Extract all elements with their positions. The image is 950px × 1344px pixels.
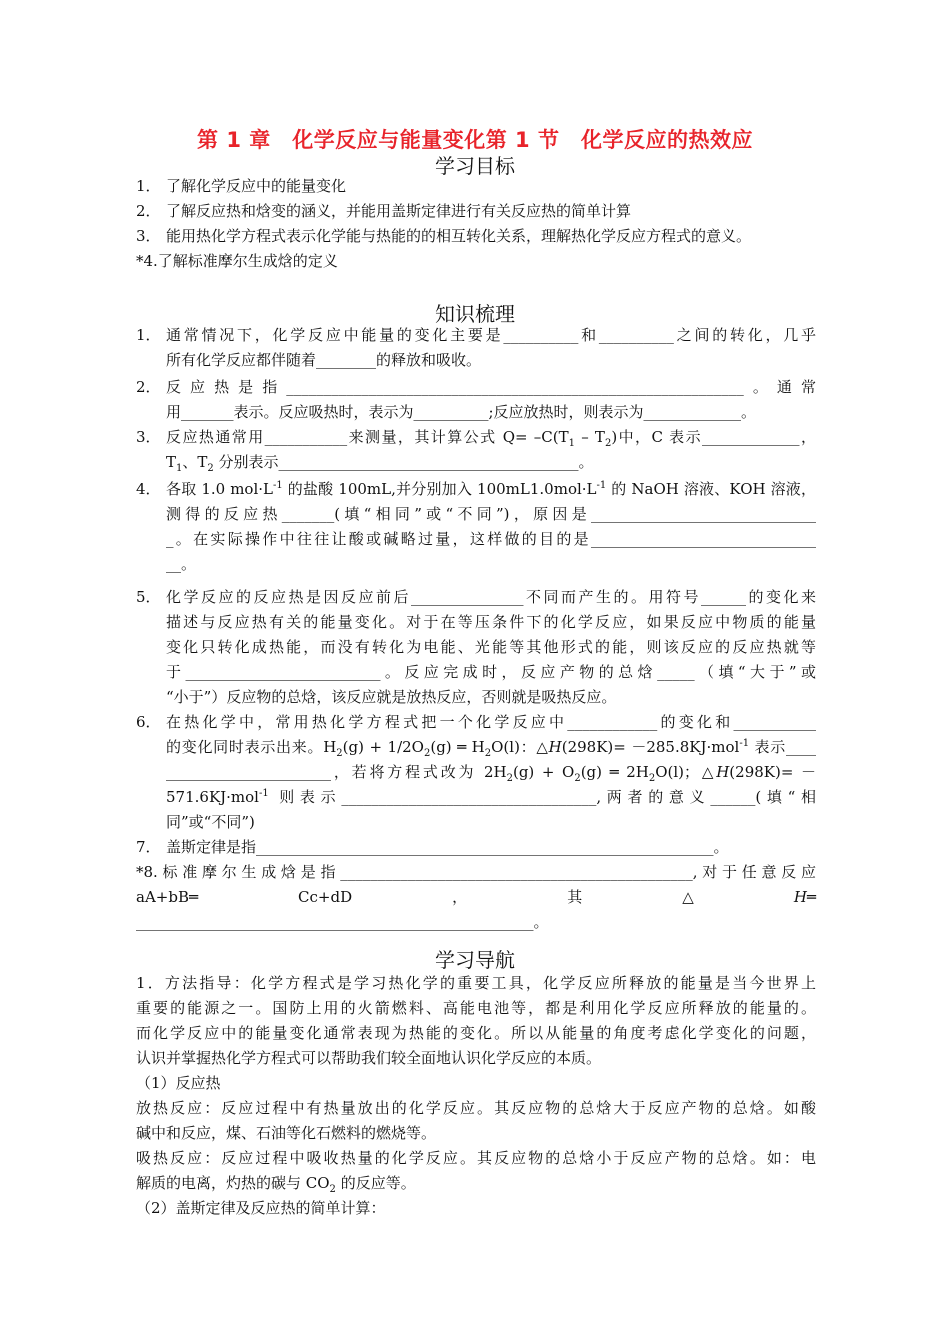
objective-item [136,249,816,274]
item-number: 5． [136,588,161,606]
paragraph-line: 而化学反应中的能量变化通常表现为热能的变化。所以从能量的角度考虑化学变化的问题， [136,1024,816,1042]
question-4 [136,477,816,577]
question-line: 变化只转化成热能，而没有转化为电能、光能等其他形式的能，则该反应的反应热就等 [166,638,816,656]
question-line: 571.6KJ·mol$^{-1}$ 则表示__________________________________,两者的意义______(填“相 [166,788,816,806]
item-text: *4.了解标准摩尔生成焓的定义 [136,252,338,270]
question-line: __。 [166,555,197,573]
objective-item [136,199,816,224]
item-number: 1． [136,177,161,195]
question-6 [136,710,816,835]
subheading-hess-law: （2）盖斯定律及反应热的简单计算： [136,1199,386,1217]
item-number: 6． [136,713,161,731]
question-8 [136,860,816,935]
question-line: _____________________________________________________。 [136,913,549,931]
question-line: 同”或“不同”) [166,813,255,831]
question-line: 化学反应的反应热是因反应前后_______________不同而产生的。用符号______的变化来 [166,588,816,606]
guide-body [136,971,816,1221]
item-number: 3． [136,227,161,245]
paragraph-line: 认识并掌握热化学方程式可以帮助我们较全面地认识化学反应的本质。 [136,1049,602,1067]
question-line: 各取 1.0 $mol\cdot L^{-1}$ 的盐酸 100mL,并分别加入 $100mL1.0mol\cdot L^{-1}$ 的 NaOH 溶液、KOH 溶液， [166,480,816,498]
question-line: 通常情况下，化学反应中能量的变化主要是__________和__________之间的转化，几乎 [166,326,816,344]
item-number: 4． [136,480,161,498]
question-line: aA+bB═ Cc+dD ， 其 △ H═ [136,888,816,906]
item-number: 3． [136,428,161,446]
item-text: 了解化学反应中的能量变化 [166,177,347,195]
item-number: 1． [136,326,161,344]
question-line: 反应热是指_____________________________________________________________。通常 [166,378,816,396]
question-line: 于__________________________。反应完成时，反应产物的总焓_____（填“大于”或 [166,663,816,681]
objective-item [136,174,816,199]
question-5 [136,585,816,710]
objectives-list [136,174,816,274]
question-line: 所有化学反应都伴随着________的释放和吸收。 [166,351,482,369]
paragraph-line: 碱中和反应，煤、石油等化石燃料的燃烧等。 [136,1124,437,1142]
question-line: $T_1$、$T_2$ 分别表示________________________________________。 [166,453,594,474]
question-line: 反应热通常用___________来测量，其计算公式 $Q= -C(T_1 - T_2)$中，C 表示_____________， [166,428,816,449]
item-text: 能用热化学方程式表示化学能与热能的的相互转化关系，理解热化学反应方程式的意义。 [166,227,752,245]
guide-heading: 学习导航 [435,948,515,972]
knowledge-list [136,323,816,935]
item-text: 了解反应热和焓变的涵义，并能用盖斯定律进行有关反应热的简单计算 [166,202,632,220]
question-line: “小于”）反应物的总焓，该反应就是放热反应，否则就是吸热反应。 [166,688,617,706]
chapter-title: 第 1 章 化学反应与能量变化第 1 节 化学反应的热效应 [197,128,753,152]
question-line: 描述与反应热有关的能量变化。对于在等压条件下的化学反应，如果反应中物质的能量 [166,613,816,631]
paragraph-line: 重要的能源之一。国防上用的火箭燃料、高能电池等，都是利用化学反应所释放的能量的。 [136,999,816,1017]
question-line: 在热化学中，常用热化学方程式把一个化学反应中____________的变化和___________ [166,713,816,731]
question-line: _。在实际操作中往往让酸或碱略过量，这样做的目的是______________________________ [166,530,816,548]
knowledge-heading: 知识梳理 [435,302,515,326]
question-line: ______________________，若将方程式改为 $2H_2(g) + O_2(g)$ ═ $2H_2O(l)$；△H(298K)= － [166,763,816,784]
question-line: 盖斯定律是指_____________________________________________________________。 [166,838,729,856]
paragraph-line: 1．方法指导：化学方程式是学习热化学的重要工具，化学反应所释放的能量是当今世界上 [136,974,816,992]
paragraph-line: 放热反应：反应过程中有热量放出的化学反应。其反应物的总焓大于反应产物的总焓。如酸 [136,1099,816,1117]
objective-item [136,224,816,249]
item-number: 2． [136,202,161,220]
subheading-reaction-heat: （1）反应热 [136,1074,221,1092]
question-7 [136,835,816,860]
paragraph-line: 解质的电离，灼热的碳与 $CO_2$ 的反应等。 [136,1174,416,1195]
question-2 [136,375,816,425]
item-number: 7． [136,838,161,856]
question-line: *8.标准摩尔生成焓是指_______________________________________________,对于任意反应 [136,863,816,881]
item-number: 2． [136,378,161,396]
question-line: 的变化同时表示出来。$H_2(g) + 1/2O_2(g)$ ═ $H_2O(l)$：△H(298K)= －285.8KJ·mol$^{-1}$ 表示____ [166,738,816,759]
question-line: 用_______表示。反应吸热时，表示为__________;反应放热时，则表示为_____________。 [166,403,757,421]
paragraph-line: 吸热反应：反应过程中吸收热量的化学反应。其反应物的总焓小于反应产物的总焓。如：电 [136,1149,816,1167]
objectives-heading: 学习目标 [435,154,515,178]
question-line: 测得的反应热_______(填“相同”或“不同”)，原因是______________________________ [166,505,816,523]
question-3 [136,425,816,475]
question-1 [136,323,816,373]
